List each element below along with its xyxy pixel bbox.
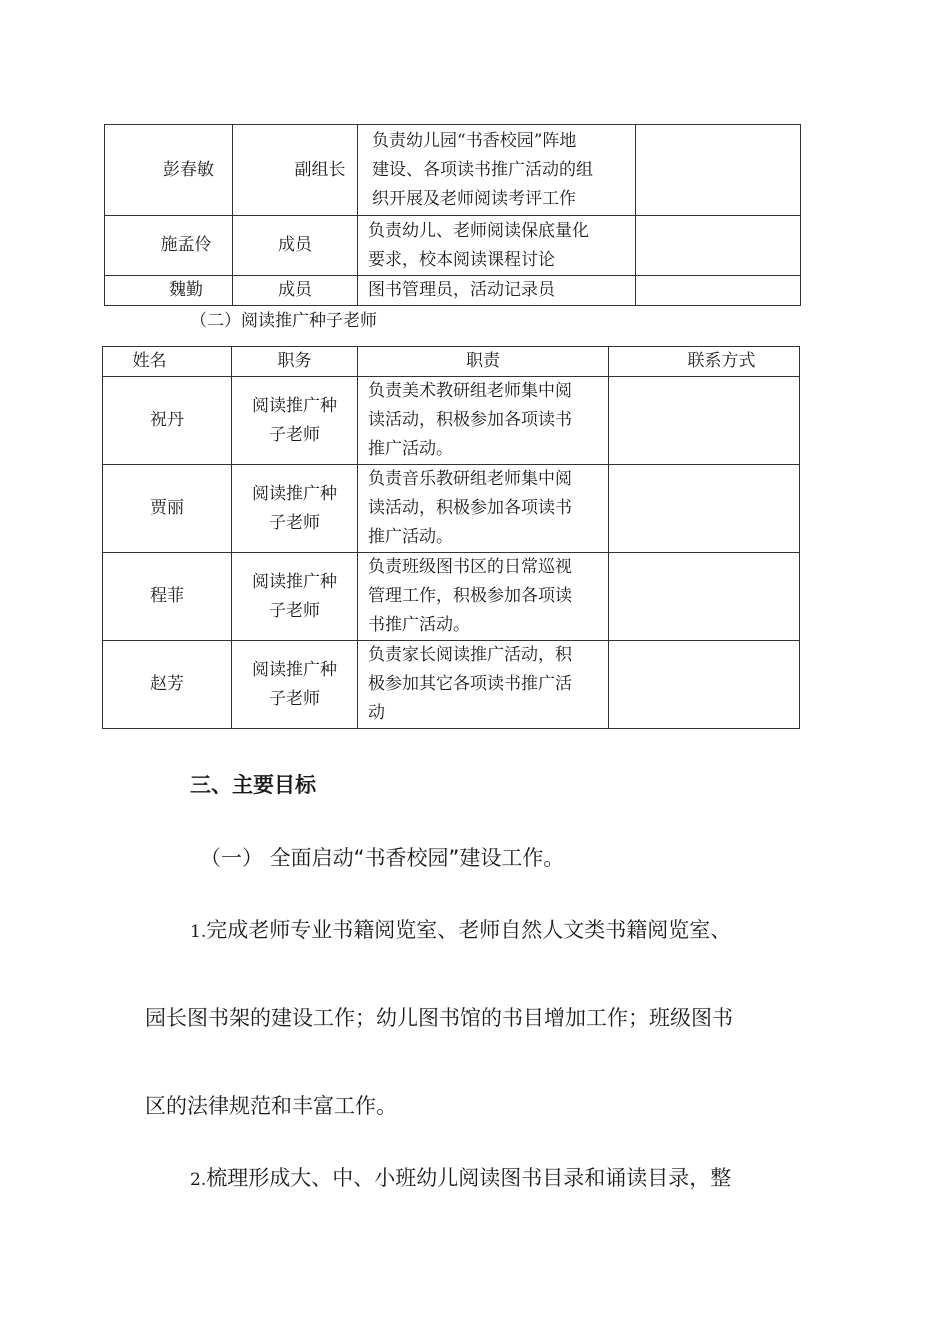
item-number: 2. xyxy=(190,1170,207,1190)
teacher-name: 程菲 xyxy=(103,553,232,641)
member-name: 施孟伶 xyxy=(105,216,233,276)
paragraph-line: 2.梳理形成大、中、小班幼儿阅读图书目录和诵读目录，整 xyxy=(190,1166,732,1190)
member-name: 彭春敏 xyxy=(105,125,233,216)
header-name: 姓名 xyxy=(103,347,232,377)
table-row xyxy=(103,465,800,553)
paragraph-line: 园长图书架的建设工作；幼儿图书馆的书目增加工作；班级图书 xyxy=(145,1006,733,1030)
member-name: 魏勤 xyxy=(105,276,233,306)
teacher-role: 阅读推广种 子老师 xyxy=(232,553,358,641)
header-contact: 联系方式 xyxy=(609,347,800,377)
teacher-role: 阅读推广种 子老师 xyxy=(232,377,358,465)
teacher-role: 阅读推广种 子老师 xyxy=(232,465,358,553)
paragraph-line: 区的法律规范和丰富工作。 xyxy=(145,1094,397,1118)
table-row xyxy=(103,641,800,729)
teacher-contact xyxy=(609,465,800,553)
member-contact xyxy=(636,276,801,306)
teacher-contact xyxy=(609,553,800,641)
header-role: 职务 xyxy=(232,347,358,377)
teacher-name: 赵芳 xyxy=(103,641,232,729)
table-row xyxy=(103,377,800,465)
teacher-role: 阅读推广种 子老师 xyxy=(232,641,358,729)
teacher-name: 祝丹 xyxy=(103,377,232,465)
header-duty: 职责 xyxy=(358,347,609,377)
teacher-duty: 负责音乐教研组老师集中阅 读活动，积极参加各项读书 推广活动。 xyxy=(358,465,609,553)
table-row xyxy=(105,125,801,216)
teacher-duty: 负责家长阅读推广活动，积 极参加其它各项读书推广活 动 xyxy=(358,641,609,729)
teacher-contact xyxy=(609,641,800,729)
goal-title: （一） 全面启动“书香校园”建设工作。 xyxy=(200,846,565,870)
teacher-duty: 负责班级图书区的日常巡视 管理工作，积极参加各项读 书推广活动。 xyxy=(358,553,609,641)
teacher-contact xyxy=(609,377,800,465)
teacher-name: 贾丽 xyxy=(103,465,232,553)
member-role: 成员 xyxy=(233,216,358,276)
member-duty: 负责幼儿园“书香校园”阵地 建设、各项读书推广活动的组 织开展及老师阅读考评工作 xyxy=(358,125,636,216)
member-role: 副组长 xyxy=(233,125,358,216)
table-row xyxy=(105,276,801,306)
leadership-table xyxy=(104,124,801,306)
section-subtitle: （二）阅读推广种子老师 xyxy=(190,311,377,331)
section-heading: 三、主要目标 xyxy=(190,773,316,797)
table-row xyxy=(105,216,801,276)
member-duty: 图书管理员，活动记录员 xyxy=(358,276,636,306)
member-duty: 负责幼儿、老师阅读保底量化 要求，校本阅读课程讨论 xyxy=(358,216,636,276)
item-number: 1. xyxy=(190,922,207,942)
member-contact xyxy=(636,216,801,276)
table-header-row xyxy=(103,347,800,377)
paragraph-line: 1.完成老师专业书籍阅览室、老师自然人文类书籍阅览室、 xyxy=(190,918,732,942)
seed-teacher-table xyxy=(102,346,800,729)
table-row xyxy=(103,553,800,641)
member-role: 成员 xyxy=(233,276,358,306)
member-contact xyxy=(636,125,801,216)
teacher-duty: 负责美术教研组老师集中阅 读活动，积极参加各项读书 推广活动。 xyxy=(358,377,609,465)
